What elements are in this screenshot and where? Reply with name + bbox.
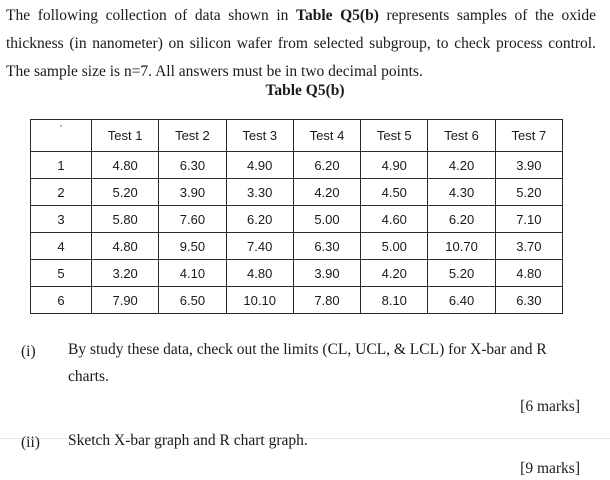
question-i-text: By study these data, check out the limits (CL, UCL, & LCL) for X-bar and R charts. [68, 341, 547, 385]
table-cell: 5.80 [92, 206, 159, 233]
table-cell: 3.90 [293, 260, 360, 287]
data-table [30, 119, 563, 314]
table-cell: 3.20 [92, 260, 159, 287]
table-cell: 4.30 [428, 179, 495, 206]
table-cell: 10.70 [428, 233, 495, 260]
table-cell: 4.20 [293, 179, 360, 206]
table-cell: 7.40 [226, 233, 293, 260]
header-test-7: Test 7 [495, 120, 562, 152]
header-test-3: Test 3 [226, 120, 293, 152]
table-row [31, 287, 563, 314]
question-i-marks: [6 marks] [520, 398, 580, 415]
row-label: 2 [31, 179, 92, 206]
question-ii-text: Sketch X-bar graph and R chart graph. [68, 432, 308, 449]
table-cell: 3.90 [159, 179, 226, 206]
header-test-5: Test 5 [361, 120, 428, 152]
intro-paragraph [6, 2, 596, 86]
table-cell: 6.20 [226, 206, 293, 233]
table-cell: 4.80 [92, 233, 159, 260]
table-cell: 4.90 [226, 152, 293, 179]
table-cell: 3.70 [495, 233, 562, 260]
table-cell: 4.80 [495, 260, 562, 287]
table-cell: 10.10 [226, 287, 293, 314]
row-label: 4 [31, 233, 92, 260]
table-cell: 5.20 [428, 260, 495, 287]
question-ii-number: (ii) [21, 434, 40, 451]
table-cell: 5.20 [495, 179, 562, 206]
table-row [31, 179, 563, 206]
row-label: 3 [31, 206, 92, 233]
header-test-4: Test 4 [293, 120, 360, 152]
table-cell: 4.90 [361, 152, 428, 179]
table-cell: 4.20 [428, 152, 495, 179]
question-i-number: (i) [21, 343, 36, 360]
table-row [31, 206, 563, 233]
table-cell: 5.00 [293, 206, 360, 233]
table-cell: 9.50 [159, 233, 226, 260]
table-cell: 4.60 [361, 206, 428, 233]
table-cell: 4.50 [361, 179, 428, 206]
table-row [31, 152, 563, 179]
table-cell: 4.20 [361, 260, 428, 287]
table-cell: 6.30 [495, 287, 562, 314]
intro-text-part2: represents samples of the oxide thickness (in nanometer) on silicon wafer from selected subgroup, to check process control. The sample size is n=7. All answers must be in two decimal points. [6, 7, 596, 80]
row-label: 5 [31, 260, 92, 287]
table-cell: 3.90 [495, 152, 562, 179]
header-test-6: Test 6 [428, 120, 495, 152]
table-cell: 8.10 [361, 287, 428, 314]
table-cell: 7.90 [92, 287, 159, 314]
question-ii-marks: [9 marks] [520, 460, 580, 477]
table-row [31, 233, 563, 260]
table-cell: 6.20 [293, 152, 360, 179]
table-cell: 7.80 [293, 287, 360, 314]
intro-table-reference: Table Q5(b) [296, 7, 379, 24]
table-title: Table Q5(b) [265, 82, 345, 99]
header-test-1: Test 1 [92, 120, 159, 152]
table-cell: 4.80 [92, 152, 159, 179]
table-cell: 6.40 [428, 287, 495, 314]
intro-text-part1: The following collection of data shown in [6, 7, 297, 24]
header-row [31, 120, 563, 152]
table-cell: 3.30 [226, 179, 293, 206]
table-cell: 6.30 [293, 233, 360, 260]
table-cell: 4.80 [226, 260, 293, 287]
table-cell: 6.30 [159, 152, 226, 179]
corner-cell: ʼ [31, 120, 92, 152]
table-cell: 5.00 [361, 233, 428, 260]
table-cell: 7.10 [495, 206, 562, 233]
table-row [31, 260, 563, 287]
header-test-2: Test 2 [159, 120, 226, 152]
row-label: 6 [31, 287, 92, 314]
table-cell: 6.20 [428, 206, 495, 233]
table-cell: 6.50 [159, 287, 226, 314]
row-label: 1 [31, 152, 92, 179]
table-cell: 5.20 [92, 179, 159, 206]
table-cell: 4.10 [159, 260, 226, 287]
table-cell: 7.60 [159, 206, 226, 233]
